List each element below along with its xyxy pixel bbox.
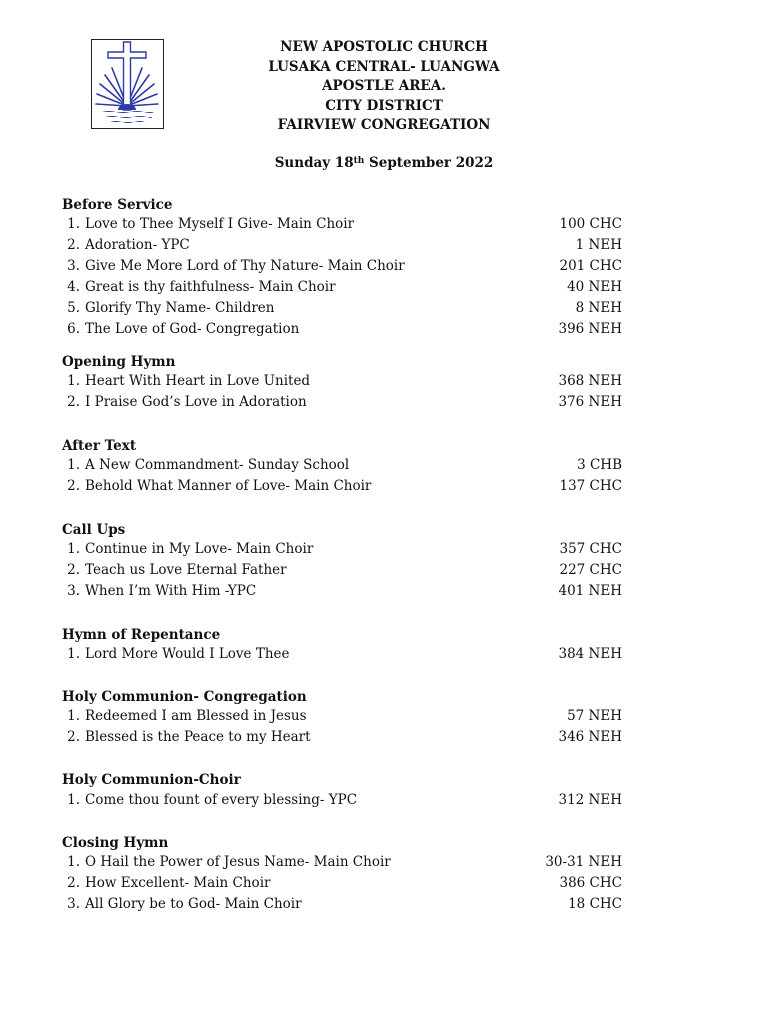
hymn-number: 3.	[67, 583, 80, 599]
hymn-title: Love to Thee Myself I Give- Main Choir	[85, 216, 355, 232]
hymn-title: Teach us Love Eternal Father	[85, 562, 287, 578]
church-logo	[91, 39, 164, 129]
hymn-number: 1.	[67, 373, 80, 389]
section-title: Holy Communion- Congregation	[62, 689, 307, 705]
hymn-reference: 201 CHC	[559, 258, 622, 274]
hymn-item	[60, 875, 624, 895]
hymn-item	[60, 258, 624, 278]
section-title: Before Service	[62, 197, 173, 213]
hymn-reference: 3 CHB	[577, 457, 622, 473]
hymn-number: 2.	[67, 237, 80, 253]
hymn-number: 1.	[67, 708, 80, 724]
hymn-number: 2.	[67, 729, 80, 745]
hymn-reference: 100 CHC	[559, 216, 622, 232]
hymn-reference: 346 NEH	[558, 729, 622, 745]
hymn-item	[60, 300, 624, 320]
hymn-reference: 137 CHC	[559, 478, 622, 494]
hymn-item	[60, 729, 624, 749]
hymn-reference: 227 CHC	[559, 562, 622, 578]
hymn-item	[60, 216, 624, 236]
hymn-item	[60, 854, 624, 874]
hymn-number: 1.	[67, 646, 80, 662]
hymn-title: O Hail the Power of Jesus Name- Main Choir	[85, 854, 391, 870]
hymn-reference: 8 NEH	[575, 300, 622, 316]
hymn-title: The Love of God- Congregation	[85, 321, 300, 337]
date-prefix: Sunday 18	[274, 155, 354, 171]
hymn-title: Come thou fount of every blessing- YPC	[85, 792, 358, 808]
hymn-reference: 386 CHC	[559, 875, 622, 891]
hymn-reference: 57 NEH	[567, 708, 622, 724]
hymn-title: Continue in My Love- Main Choir	[85, 541, 314, 557]
hymn-item	[60, 792, 624, 812]
hymn-reference: 376 NEH	[558, 394, 622, 410]
hymn-number: 2.	[67, 562, 80, 578]
hymn-title: Lord More Would I Love Thee	[85, 646, 290, 662]
hymn-reference: 401 NEH	[558, 583, 622, 599]
hymn-item	[60, 541, 624, 561]
hymn-reference: 30-31 NEH	[545, 854, 622, 870]
hymn-number: 5.	[67, 300, 80, 316]
header-line: FAIRVIEW CONGREGATION	[277, 117, 491, 134]
hymn-number: 1.	[67, 216, 80, 232]
section-title: Opening Hymn	[62, 354, 176, 370]
hymn-title: Glorify Thy Name- Children	[85, 300, 275, 316]
hymn-title: Redeemed I am Blessed in Jesus	[85, 708, 307, 724]
hymn-number: 4.	[67, 279, 80, 295]
section-title: Call Ups	[62, 522, 126, 538]
hymn-number: 1.	[67, 541, 80, 557]
hymn-title: I Praise God’s Love in Adoration	[85, 394, 307, 410]
hymn-title: All Glory be to God- Main Choir	[85, 896, 302, 912]
hymn-item	[60, 708, 624, 728]
hymn-number: 3.	[67, 896, 80, 912]
header-line: NEW APOSTOLIC CHURCH	[280, 39, 488, 55]
hymn-item	[60, 279, 624, 299]
hymn-item	[60, 896, 624, 916]
cross-sunrise-water-icon	[92, 40, 163, 128]
hymn-item	[60, 646, 624, 666]
hymn-number: 1.	[67, 457, 80, 473]
hymn-number: 6.	[67, 321, 80, 337]
hymn-title: Heart With Heart in Love United	[85, 373, 311, 389]
hymn-title: Blessed is the Peace to my Heart	[85, 729, 311, 745]
hymn-number: 2.	[67, 394, 80, 410]
hymn-title: Behold What Manner of Love- Main Choir	[85, 478, 372, 494]
hymn-reference: 368 NEH	[558, 373, 622, 389]
church-header	[234, 38, 534, 136]
hymn-reference: 312 NEH	[558, 792, 622, 808]
hymn-reference: 40 NEH	[567, 279, 622, 295]
section-title: Hymn of Repentance	[62, 627, 221, 643]
hymn-number: 3.	[67, 258, 80, 274]
hymn-item	[60, 478, 624, 498]
section-title: After Text	[62, 438, 137, 454]
hymn-title: Adoration- YPC	[85, 237, 190, 253]
section-title: Holy Communion-Choir	[62, 772, 241, 788]
date-ordinal-suffix: th	[353, 156, 365, 166]
date-rest: September 2022	[364, 155, 494, 171]
service-date	[234, 155, 534, 171]
hymn-number: 1.	[67, 792, 80, 808]
hymn-title: A New Commandment- Sunday School	[85, 457, 350, 473]
hymn-title: When I’m With Him -YPC	[85, 583, 257, 599]
hymn-reference: 384 NEH	[558, 646, 622, 662]
hymn-reference: 18 CHC	[568, 896, 622, 912]
hymn-number: 1.	[67, 854, 80, 870]
hymn-reference: 357 CHC	[559, 541, 622, 557]
hymn-item	[60, 237, 624, 257]
hymn-item	[60, 321, 624, 341]
hymn-title: Great is thy faithfulness- Main Choir	[85, 279, 336, 295]
hymn-number: 2.	[67, 478, 80, 494]
header-line: CITY DISTRICT	[325, 97, 443, 114]
hymn-item	[60, 562, 624, 582]
section-title: Closing Hymn	[62, 835, 169, 851]
hymn-item	[60, 394, 624, 414]
hymn-item	[60, 583, 624, 603]
hymn-number: 2.	[67, 875, 80, 891]
hymn-item	[60, 373, 624, 393]
hymn-reference: 396 NEH	[558, 321, 622, 337]
header-line: LUSAKA CENTRAL- LUANGWA	[268, 58, 500, 75]
hymn-reference: 1 NEH	[575, 237, 622, 253]
hymn-title: How Excellent- Main Choir	[85, 875, 271, 891]
hymn-title: Give Me More Lord of Thy Nature- Main Choir	[85, 258, 405, 274]
header-line: APOSTLE AREA.	[322, 78, 446, 95]
hymn-item	[60, 457, 624, 477]
